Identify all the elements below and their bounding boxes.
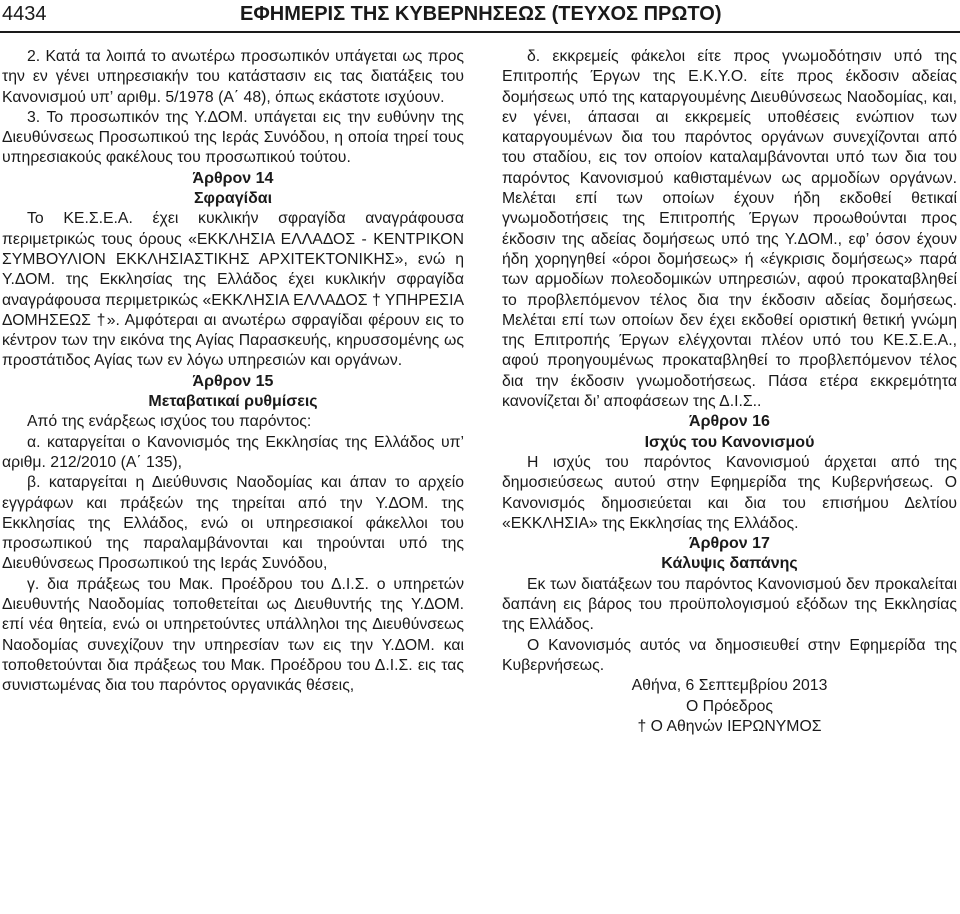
article-16-title: Ισχύς του Κανονισμού xyxy=(644,433,815,451)
left-column xyxy=(2,47,464,697)
article-16-text: Η ισχύς του παρόντος Κανονισμού άρχεται από της δημοσιεύσεως αυτού στην Εφημερίδα της Κυβερνήσεως. Ο Κανονισμός δημοσιεύεται και δια του επισήμου Δελτίου «ΕΚΚΛΗΣΙΑ» της Εκκλησίας της Ελλάδος. xyxy=(502,453,957,532)
paragraph-3: 3. Το προσωπικόν της Υ.ΔΟΜ. υπάγεται εις την ευθύνην της Διευθύνσεως Προσωπικού της Ιεράς Συνόδου, η οποία τηρεί τους υπηρεσιακούς φακέλους του προσωπικού τούτου. xyxy=(2,108,464,167)
gazette-title: ΕΦΗΜΕΡΙΣ ΤΗΣ ΚΥΒΕΡΝΗΣΕΩΣ (ΤΕΥΧΟΣ ΠΡΩΤΟ) xyxy=(240,3,722,25)
page-number: 4434 xyxy=(2,3,47,25)
article-14-title: Σφραγίδαι xyxy=(193,190,273,208)
article-15-item-d: δ. εκκρεμείς φάκελοι είτε προς γνωμοδότησιν υπό της Επιτροπής Έργων της Ε.Κ.Υ.Ο. είτε προς έκδοσιν αδείας δομήσεως υπό της καταργουμένης Διευθύνσεως Ναοδομίας, και, εν γένει, άπασαι αι εκκρεμείς υποθέσεις ενώπιον των καταργουμένων δια του παρόντος οργάνων συνεχίζονται από του σταδίου, εις τον οποίον καταλαμβάνονται υπό των δια του παρόντος Κανονισμού καθισταμένων ως αρμοδίων οργάνων. Μελέται επί των οποίων έχουν ήδη εκδοθεί θετικαί γνωμοδοτήσεις της Επιτροπής Έργων προωθούνται προς έκδοσιν της αδείας δομήσεως υπό της Υ.ΔΟΜ., εφ’ όσον έχουν ήδη χορηγηθεί «όροι δομήσεως» ή «έγκρισις δομήσεως» παρά των αρμοδίων πολεοδομικών υπηρεσιών, αφού προκαταβληθεί το προβλεπόμενον τέλος δια την έκδοσιν αδείας δομήσεως. Μελέται επί των οποίων δεν έχει εκδοθεί οριστική θετική γνώμη της Επιτροπής Έργων ελέγχονται πλέον υπό του ΚΕ.Σ.Ε.Α., αφού προηγουμένως προκαταβληθεί το προβλεπόμενον τέλος δια την έκδοσιν γνωμοδοτήσεως. Πάσα ετέρα εκκρεμότητα κανονίζεται δι’ αποφάσεων της Δ.Ι.Σ.. xyxy=(502,48,957,411)
page-header xyxy=(0,0,960,38)
article-17-text-2: Ο Κανονισμός αυτός να δημοσιευθεί στην Εφημερίδα της Κυβερνήσεως. xyxy=(502,636,957,674)
article-15-item-a: α. καταργείται ο Κανονισμός της Εκκλησίας της Ελλάδος υπ’ αριθμ. 212/2010 (Α΄ 135), xyxy=(2,433,464,471)
article-15-item-c: γ. δια πράξεως του Μακ. Προέδρου του Δ.Ι.Σ. ο υπηρετών Διευθυντής Ναοδομίας τοποθετείται ως Διευθυντής της Υ.ΔΟΜ. επί νέα θητεία, ενώ οι υπηρετούντες υπάλληλοι της Διευθύνσεως Ναοδομίας συνεχίζουν την υπηρεσίαν των εις την Υ.ΔΟΜ. και τοποθετούνται δια πράξεως του Μακ. Προέδρου του Δ.Ι.Σ. εις τας συνιστωμένας δια του παρόντος οργανικάς θέσεις, xyxy=(2,575,464,695)
article-17-title: Κάλυψις δαπάνης xyxy=(661,555,798,573)
article-15-title: Μεταβατικαί ρυθμίσεις xyxy=(148,393,318,411)
signature-name: † Ο Αθηνών ΙΕΡΩΝΥΜΟΣ xyxy=(637,717,822,735)
article-15-number: Άρθρον 15 xyxy=(192,372,274,390)
header-rule xyxy=(0,31,960,33)
article-17-number: Άρθρον 17 xyxy=(689,535,770,553)
paragraph-2: 2. Κατά τα λοιπά το ανωτέρω προσωπικόν υπάγεται ως προς την εν γένει υπηρεσιακήν του κατάστασιν εις τας διατάξεις του Κανονισμού υπ’ αριθμ. 5/1978 (Α΄ 48), όπως εκάστοτε ισχύουν. xyxy=(2,48,464,106)
article-14-text: Το ΚΕ.Σ.Ε.Α. έχει κυκλικήν σφραγίδα αναγράφουσα περιμετρικώς τους όρους «ΕΚΚΛΗΣΙΑ ΕΛΛΑΔΟΣ - ΚΕΝΤΡΙΚΟΝ ΣΥΜΒΟΥΛΙΟΝ ΕΚΚΛΗΣΙΑΣΤΙΚΗΣ ΑΡΧΙΤΕΚΤΟΝΙΚΗΣ», ενώ η Υ.ΔΟΜ. της Εκκλησίας της Ελλάδος έχει κυκλικήν σφραγίδα αναγράφουσα περιμετρικώς «ΕΚΚΛΗΣΙΑ ΕΛΛΑΔΟΣ † ΥΠΗΡΕΣΙΑ ΔΟΜΗΣΕΩΣ †». Αμφότεραι αι ανωτέρω σφραγίδαι φέρουν εις το κέντρον των την εικόνα της Αγίας Παρασκευής, κηρυσσομένης ως προστάτιδος Αγίας των εν λόγω υπηρεσιών και οργάνων. xyxy=(2,210,464,370)
article-15-intro: Από της ενάρξεως ισχύος του παρόντος: xyxy=(27,413,312,431)
article-16-number: Άρθρον 16 xyxy=(689,413,770,431)
article-15-item-b: β. καταργείται η Διεύθυνσις Ναοδομίας και άπαν το αρχείο εγγράφων και πράξεών της τηρείται από την Υ.ΔΟΜ. της Εκκλησίας της Ελλάδος, ενώ οι υπηρεσιακοί φάκελλοι του προσωπικού της παραλαμβάνονται και τηρούνται υπό της Διευθύνσεως Προσωπικού της Ιεράς Συνόδου, xyxy=(2,474,464,573)
article-17-text-1: Εκ των διατάξεων του παρόντος Κανονισμού δεν προκαλείται δαπάνη εις βάρος του προϋπολογισμού εξόδων της Εκκλησίας της Ελλάδος. xyxy=(502,575,957,634)
signature-date: Αθήνα, 6 Σεπτεμβρίου 2013 xyxy=(631,677,828,695)
right-column xyxy=(502,47,957,737)
article-14-number: Άρθρον 14 xyxy=(192,169,274,187)
signature-role: Ο Πρόεδρος xyxy=(685,697,774,715)
